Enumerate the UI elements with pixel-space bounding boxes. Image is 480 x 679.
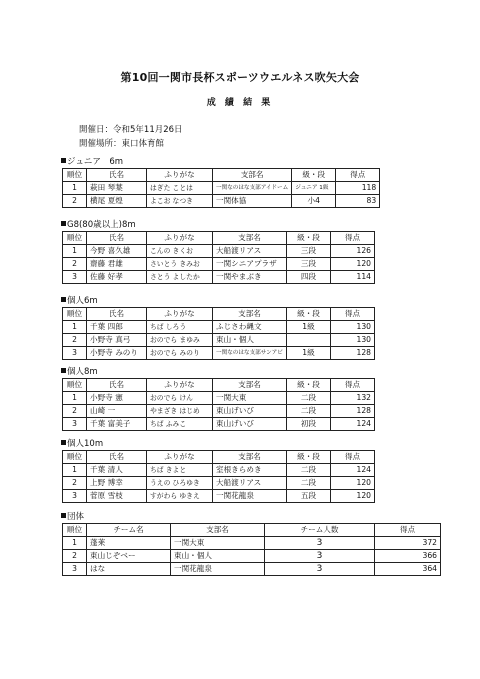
cell-name: 小野寺 みのり <box>87 347 147 360</box>
header-furigana: ふりがな <box>147 232 213 245</box>
header-rank: 順位 <box>63 379 87 392</box>
section-individual-6m <box>62 296 375 360</box>
cell-score: 132 <box>331 392 375 405</box>
cell-name: 小野寺 憲 <box>87 392 147 405</box>
header-team-size: チーム人数 <box>265 524 375 537</box>
header-rank-grade: 級・段 <box>287 308 331 321</box>
table-row <box>63 271 375 284</box>
cell-grade: 二段 <box>287 477 331 490</box>
table-row <box>63 334 375 347</box>
header-furigana: ふりがな <box>147 308 213 321</box>
header-score: 得点 <box>331 232 375 245</box>
cell-score: 126 <box>331 245 375 258</box>
table-header-row <box>63 451 375 464</box>
header-rank-grade: 級・段 <box>287 232 331 245</box>
cell-score: 130 <box>331 334 375 347</box>
header-name: 氏名 <box>87 379 147 392</box>
cell-team-name: 東山じぞベー <box>87 550 171 563</box>
cell-team-size: 3 <box>265 537 375 550</box>
cell-score: 124 <box>331 464 375 477</box>
header-furigana: ふりがな <box>147 379 213 392</box>
table-row <box>63 195 380 208</box>
cell-branch: 一関なのはな支部アイドーム <box>213 182 292 195</box>
cell-rank: 3 <box>63 563 87 576</box>
cell-team-size: 3 <box>265 550 375 563</box>
cell-team-name: 蓬莱 <box>87 537 171 550</box>
table-row <box>63 347 375 360</box>
cell-furigana: さとう よしたか <box>147 271 213 284</box>
header-name: 氏名 <box>87 232 147 245</box>
cell-furigana: おのでら まゆみ <box>147 334 213 347</box>
cell-rank: 1 <box>63 464 87 477</box>
cell-name: 千葉 四郎 <box>87 321 147 334</box>
table-row <box>63 405 375 418</box>
table-row <box>63 550 441 563</box>
event-venue: 開催場所：東口体育館 <box>79 139 165 149</box>
cell-branch: 一関大東 <box>171 537 265 550</box>
cell-branch: 一関やまぶき <box>213 271 287 284</box>
header-score: 得点 <box>331 451 375 464</box>
cell-grade: 三段 <box>287 245 331 258</box>
square-bullet-icon <box>61 221 66 226</box>
cell-furigana: はぎた ことは <box>147 182 213 195</box>
header-team-name: チーム名 <box>87 524 171 537</box>
header-score: 得点 <box>375 524 441 537</box>
cell-branch: 東山げいび <box>213 418 287 431</box>
header-branch: 支部名 <box>213 451 287 464</box>
section-label: 個人8m <box>67 367 98 377</box>
cell-rank: 2 <box>63 195 87 208</box>
cell-score: 124 <box>331 418 375 431</box>
cell-rank: 2 <box>63 258 87 271</box>
section-g8 <box>62 220 375 284</box>
table-row <box>63 418 375 431</box>
cell-team-size: 3 <box>265 563 375 576</box>
cell-furigana: ちば きよと <box>147 464 213 477</box>
section-label: 個人6m <box>67 296 98 306</box>
cell-rank: 3 <box>63 271 87 284</box>
cell-furigana: さいとう きみお <box>147 258 213 271</box>
results-table <box>62 168 380 208</box>
header-rank: 順位 <box>63 232 87 245</box>
cell-branch: 一関なのはな支部サンアビ <box>213 347 287 360</box>
cell-furigana: こんの きくお <box>147 245 213 258</box>
section-team <box>62 512 441 576</box>
cell-name: 萩田 琴葉 <box>87 182 147 195</box>
section-label: G8(80歳以上)8m <box>67 220 136 230</box>
cell-name: 横尾 夏煌 <box>87 195 147 208</box>
cell-name: 菅原 雪枝 <box>87 490 147 503</box>
cell-name: 齋藤 君雄 <box>87 258 147 271</box>
cell-rank: 1 <box>63 321 87 334</box>
cell-name: 千葉 清人 <box>87 464 147 477</box>
section-label: ジュニア 6m <box>67 157 124 167</box>
cell-score: 372 <box>375 537 441 550</box>
header-rank-grade: 級・段 <box>292 169 336 182</box>
cell-rank: 1 <box>63 245 87 258</box>
header-rank: 順位 <box>63 308 87 321</box>
header-branch: 支部名 <box>213 308 287 321</box>
cell-score: 118 <box>336 182 380 195</box>
cell-rank: 1 <box>63 182 87 195</box>
cell-grade: 二段 <box>287 392 331 405</box>
cell-score: 120 <box>331 258 375 271</box>
cell-branch: 大船渡リアス <box>213 477 287 490</box>
section-individual-8m <box>62 367 375 431</box>
table-header-row <box>63 308 375 321</box>
cell-rank: 2 <box>63 334 87 347</box>
header-furigana: ふりがな <box>147 451 213 464</box>
table-header-row <box>63 379 375 392</box>
cell-score: 128 <box>331 405 375 418</box>
cell-rank: 3 <box>63 418 87 431</box>
square-bullet-icon <box>61 297 66 302</box>
section-junior <box>62 157 380 208</box>
header-furigana: ふりがな <box>147 169 213 182</box>
cell-score: 83 <box>336 195 380 208</box>
cell-branch: 一関大東 <box>213 392 287 405</box>
table-row <box>63 245 375 258</box>
cell-score: 114 <box>331 271 375 284</box>
section-label: 個人10m <box>67 439 104 449</box>
header-name: 氏名 <box>87 308 147 321</box>
cell-furigana: すがわら ゆきえ <box>147 490 213 503</box>
cell-branch: 室根きらめき <box>213 464 287 477</box>
header-name: 氏名 <box>87 451 147 464</box>
cell-score: 364 <box>375 563 441 576</box>
cell-name: 山崎 一 <box>87 405 147 418</box>
results-table <box>62 378 375 431</box>
cell-furigana: おのでら みのり <box>147 347 213 360</box>
cell-furigana: ちば ふみこ <box>147 418 213 431</box>
table-row <box>63 537 441 550</box>
document-subtitle: 成 績 結 果 <box>206 98 274 108</box>
cell-grade: 二段 <box>287 464 331 477</box>
table-row <box>63 392 375 405</box>
header-branch: 支部名 <box>171 524 265 537</box>
event-date: 開催日：令和5年11月26日 <box>79 125 183 135</box>
team-results-table <box>62 523 441 576</box>
cell-branch: 東山・個人 <box>171 550 265 563</box>
cell-grade: 1級 <box>287 321 331 334</box>
section-label: 団体 <box>67 512 85 522</box>
cell-rank: 3 <box>63 490 87 503</box>
table-row <box>63 321 375 334</box>
header-score: 得点 <box>331 379 375 392</box>
cell-branch: 東山・個人 <box>213 334 287 347</box>
header-score: 得点 <box>336 169 380 182</box>
cell-grade: 初段 <box>287 418 331 431</box>
cell-grade: ジュニア 1級 <box>292 182 336 195</box>
header-rank-grade: 級・段 <box>287 451 331 464</box>
table-row <box>63 563 441 576</box>
results-table <box>62 450 375 503</box>
cell-branch: 一関シニアプラザ <box>213 258 287 271</box>
cell-furigana: ちば しろう <box>147 321 213 334</box>
cell-branch: ふじさわ縄文 <box>213 321 287 334</box>
square-bullet-icon <box>61 368 66 373</box>
table-row <box>63 258 375 271</box>
table-row <box>63 464 375 477</box>
cell-grade: 二段 <box>287 405 331 418</box>
table-header-row <box>63 524 441 537</box>
cell-furigana: よこお なつき <box>147 195 213 208</box>
cell-name: 上野 博幸 <box>87 477 147 490</box>
table-row <box>63 182 380 195</box>
cell-branch: 大船渡リアス <box>213 245 287 258</box>
cell-name: 小野寺 真弓 <box>87 334 147 347</box>
results-table <box>62 307 375 360</box>
square-bullet-icon <box>61 158 66 163</box>
cell-rank: 1 <box>63 392 87 405</box>
header-branch: 支部名 <box>213 169 292 182</box>
table-header-row <box>63 232 375 245</box>
cell-rank: 2 <box>63 550 87 563</box>
cell-furigana: やまざき はじめ <box>147 405 213 418</box>
cell-score: 130 <box>331 321 375 334</box>
cell-furigana: おのでら けん <box>147 392 213 405</box>
header-branch: 支部名 <box>213 379 287 392</box>
header-name: 氏名 <box>87 169 147 182</box>
cell-rank: 2 <box>63 405 87 418</box>
cell-name: 佐藤 好孝 <box>87 271 147 284</box>
table-row <box>63 477 375 490</box>
section-individual-10m <box>62 439 375 503</box>
cell-score: 128 <box>331 347 375 360</box>
table-header-row <box>63 169 380 182</box>
cell-grade <box>287 334 331 347</box>
cell-branch: 一関体協 <box>213 195 292 208</box>
header-rank: 順位 <box>63 451 87 464</box>
cell-grade: 1級 <box>287 347 331 360</box>
cell-grade: 四段 <box>287 271 331 284</box>
header-rank: 順位 <box>63 524 87 537</box>
cell-branch: 東山げいび <box>213 405 287 418</box>
header-rank-grade: 級・段 <box>287 379 331 392</box>
header-score: 得点 <box>331 308 375 321</box>
cell-team-name: はな <box>87 563 171 576</box>
cell-name: 千葉 富美子 <box>87 418 147 431</box>
results-table <box>62 231 375 284</box>
cell-grade: 小4 <box>292 195 336 208</box>
cell-rank: 1 <box>63 537 87 550</box>
cell-branch: 一関花龍泉 <box>171 563 265 576</box>
cell-rank: 2 <box>63 477 87 490</box>
cell-grade: 五段 <box>287 490 331 503</box>
cell-score: 366 <box>375 550 441 563</box>
cell-grade: 三段 <box>287 258 331 271</box>
cell-score: 120 <box>331 477 375 490</box>
square-bullet-icon <box>61 440 66 445</box>
cell-furigana: うえの ひろゆき <box>147 477 213 490</box>
cell-rank: 3 <box>63 347 87 360</box>
square-bullet-icon <box>61 513 66 518</box>
header-rank: 順位 <box>63 169 87 182</box>
document-title: 第10回一関市長杯スポーツウエルネス吹矢大会 <box>120 71 360 84</box>
cell-name: 今野 喜久雄 <box>87 245 147 258</box>
table-row <box>63 490 375 503</box>
cell-branch: 一関花龍泉 <box>213 490 287 503</box>
cell-score: 120 <box>331 490 375 503</box>
header-branch: 支部名 <box>213 232 287 245</box>
